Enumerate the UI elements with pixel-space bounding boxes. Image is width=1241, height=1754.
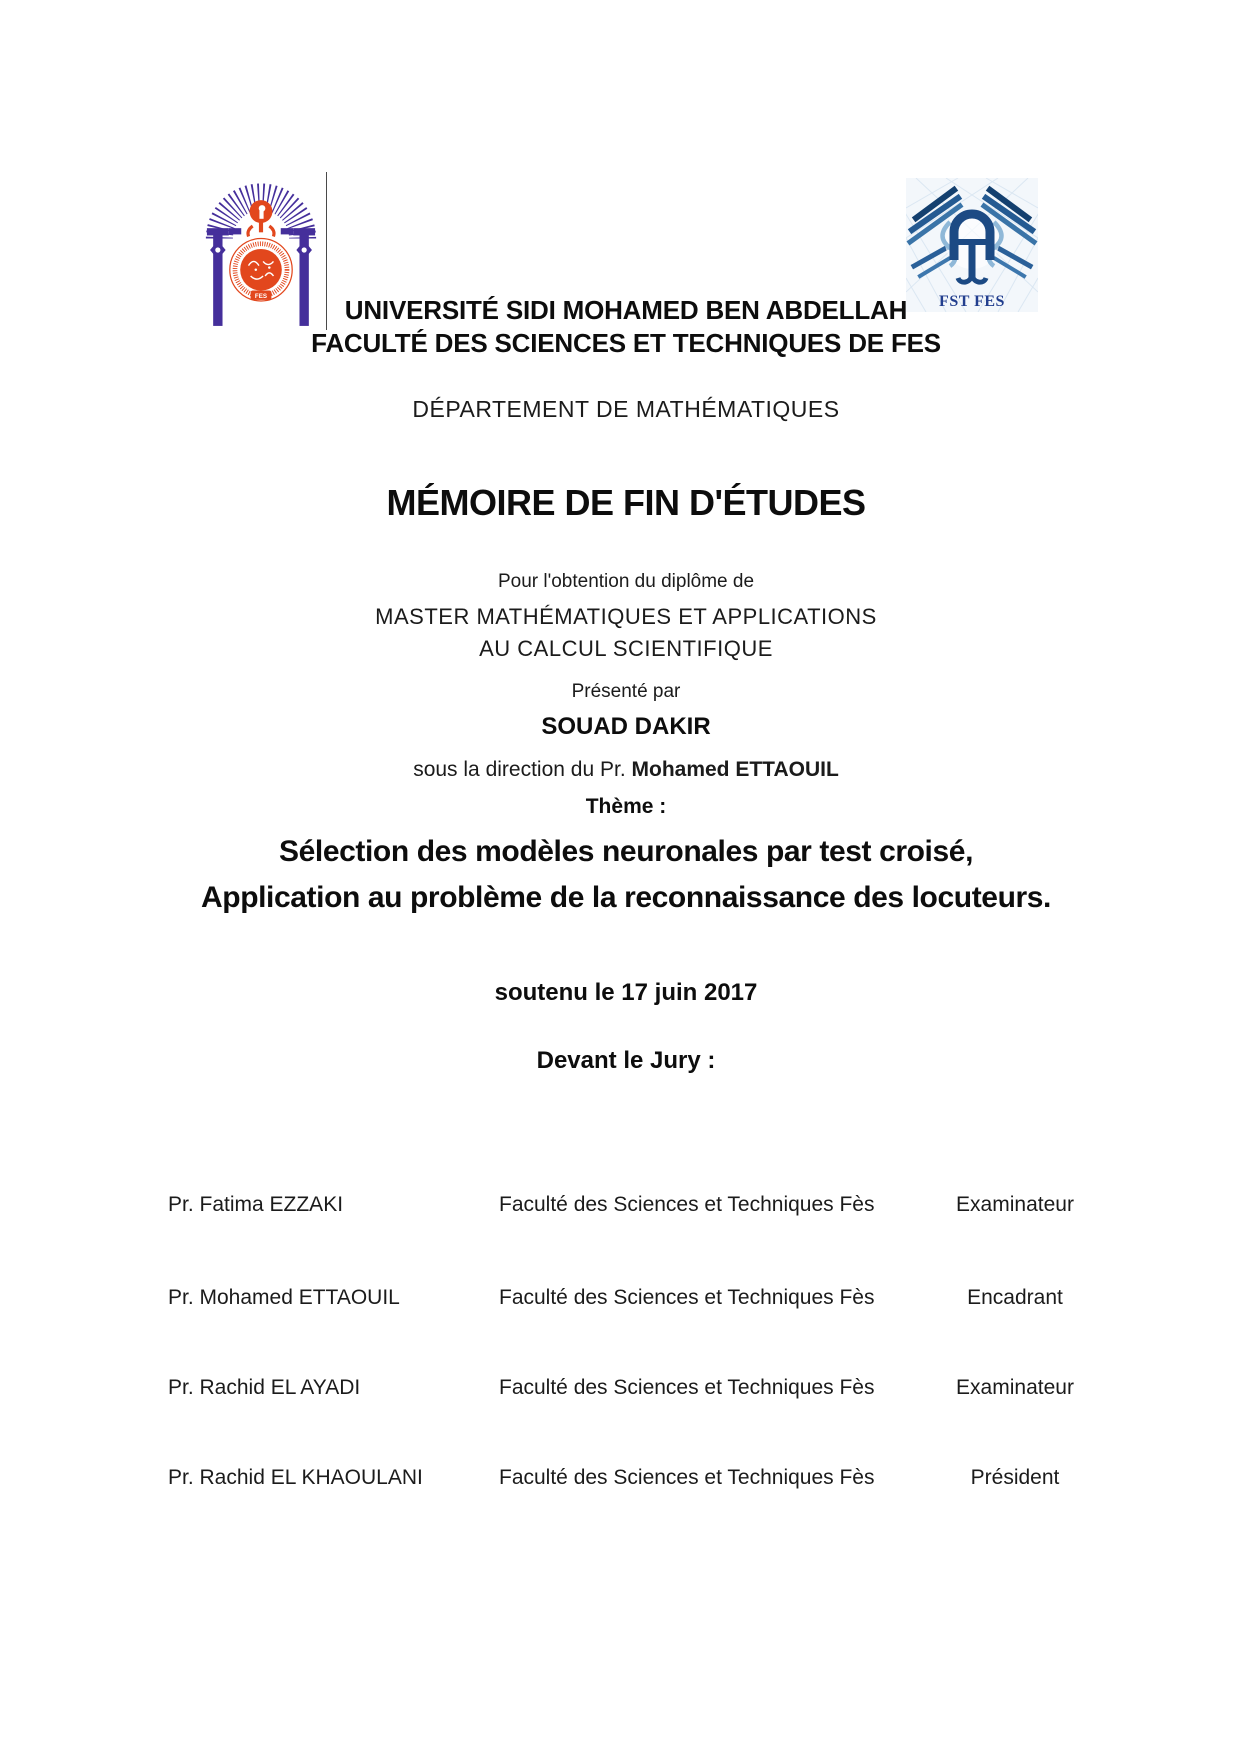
faculty-name-line: FACULTÉ DES SCIENCES ET TECHNIQUES DE FES [311, 328, 941, 358]
master-line-1: MASTER MATHÉMATIQUES ET APPLICATIONS [375, 604, 877, 629]
jury-row [0, 1193, 1241, 1218]
fst-fes-caption: FST FES [939, 293, 1005, 310]
jury-heading: Devant le Jury : [536, 1047, 716, 1074]
jury-member-name: Pr. Mohamed ETTAOUIL [168, 1286, 400, 1309]
thesis-title-line-2: Application au problème de la reconnaissance des locuteurs. [201, 881, 1051, 914]
jury-member-name: Pr. Rachid EL KHAOULANI [168, 1466, 423, 1489]
jury-member-affiliation: Faculté des Sciences et Techniques Fès [499, 1466, 875, 1489]
supervision-line [11, 758, 1241, 782]
thesis-title-line-1: Sélection des modèles neuronales par test croisé, [279, 835, 973, 868]
jury-row [0, 1286, 1241, 1311]
jury-member-role: Président [970, 1466, 1060, 1489]
obtention-line: Pour l'obtention du diplôme de [497, 571, 755, 592]
jury-row [0, 1376, 1241, 1401]
jury-member-role: Encadrant [967, 1286, 1063, 1309]
master-line-2: AU CALCUL SCIENTIFIQUE [479, 636, 773, 661]
jury-member-affiliation: Faculté des Sciences et Techniques Fès [499, 1376, 875, 1399]
supervision-prefix: sous la direction du Pr. [413, 758, 632, 781]
university-name-line: UNIVERSITÉ SIDI MOHAMED BEN ABDELLAH [344, 295, 908, 325]
jury-row [0, 1466, 1241, 1491]
jury-member-role: Examinateur [956, 1376, 1074, 1399]
jury-member-role: Examinateur [956, 1193, 1074, 1216]
defense-date: soutenu le 17 juin 2017 [494, 979, 758, 1006]
supervisor-name: Mohamed ETTAOUIL [631, 758, 839, 781]
fst-logo [906, 178, 1038, 312]
jury-member-name: Pr. Rachid EL AYADI [168, 1376, 361, 1399]
jury-member-name: Pr. Fatima EZZAKI [168, 1193, 344, 1216]
theme-label: Thème : [585, 795, 667, 818]
presented-by-label: Présenté par [571, 681, 681, 702]
fst-fes-icon [906, 178, 1038, 312]
jury-member-affiliation: Faculté des Sciences et Techniques Fès [499, 1286, 875, 1309]
memoire-title: MÉMOIRE DE FIN D'ÉTUDES [386, 482, 866, 523]
jury-member-affiliation: Faculté des Sciences et Techniques Fès [499, 1193, 875, 1216]
author-name: SOUAD DAKIR [541, 713, 711, 740]
department-line: DÉPARTEMENT DE MATHÉMATIQUES [412, 396, 840, 422]
fes-caption: FES [254, 292, 268, 300]
